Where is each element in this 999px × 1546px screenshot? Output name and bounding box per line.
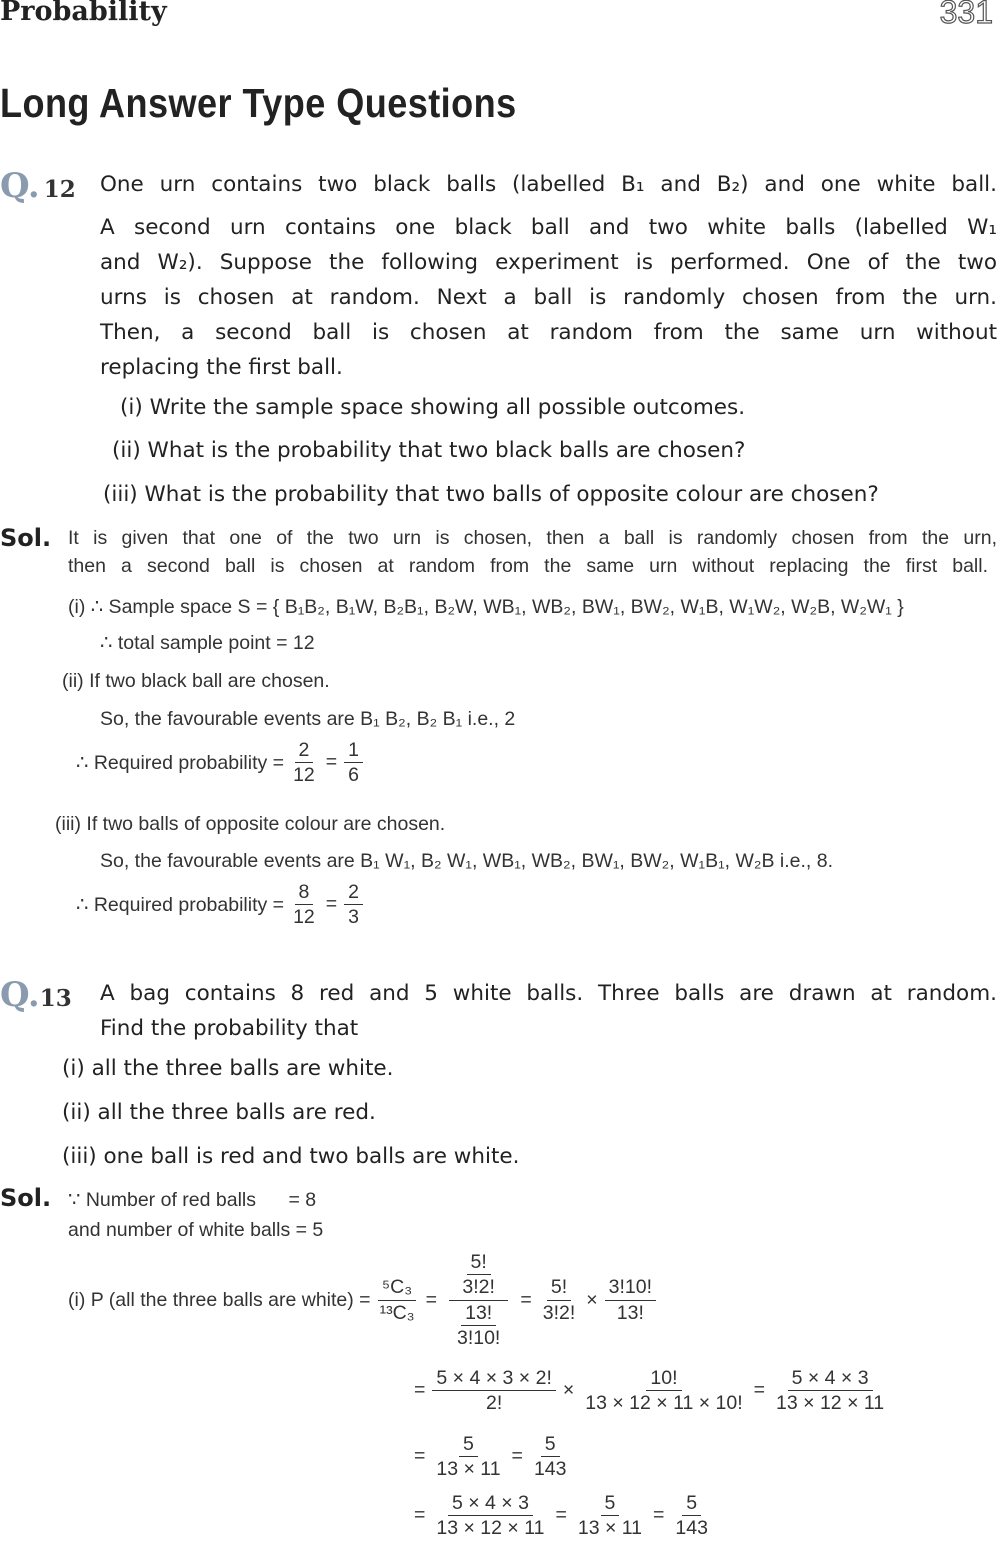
chapter-header: Probability	[0, 0, 167, 27]
fraction	[376, 1275, 419, 1325]
question-mark: Q.	[0, 166, 40, 206]
numerator: 5	[682, 1491, 701, 1516]
question-text: A second urn contains one black ball and two white balls (labelled W₁	[100, 215, 997, 240]
solution-text: then a second ball is chosen at random from the same urn without replacing the first ball.	[68, 555, 988, 577]
equation-label: ∴ Required probability =	[76, 751, 285, 774]
favourable-events: So, the favourable events are B₁ W₁, B₂ W₁, WB₁, WB₂, BW₁, BW₂, W₁B₁, W₂B i.e., 8.	[100, 850, 834, 872]
question-text: and W₂). Suppose the following experiment is performed. One of the two	[100, 250, 997, 275]
question-part: (ii) What is the probability that two black balls are chosen?	[112, 438, 746, 463]
numerator: ⁵C₃	[378, 1275, 416, 1300]
numerator: 5	[459, 1432, 478, 1457]
denominator: 13!	[616, 1301, 644, 1324]
fraction	[432, 1491, 548, 1541]
denominator: 13 × 12 × 11	[776, 1392, 885, 1415]
denominator: 13 × 12 × 11 × 10!	[585, 1392, 743, 1415]
question-mark: Q.	[0, 975, 40, 1015]
fraction	[581, 1366, 746, 1416]
fraction	[453, 1301, 504, 1351]
times: ×	[586, 1288, 598, 1311]
denominator: ¹³C₃	[379, 1301, 415, 1324]
fraction	[772, 1366, 888, 1416]
fraction	[530, 1432, 571, 1482]
denominator: 12	[293, 906, 315, 929]
favourable-events: So, the favourable events are B₁ B₂, B₂ B₁ i.e., 2	[100, 708, 516, 730]
total-sample-points: ∴ total sample point = 12	[100, 632, 315, 654]
denominator: 143	[675, 1517, 708, 1540]
page-number: 331	[939, 0, 993, 30]
numerator: 5 × 4 × 3	[788, 1366, 873, 1391]
question-part: (ii) all the three balls are red.	[62, 1100, 376, 1125]
fraction	[539, 1275, 580, 1325]
denominator: 3!2!	[462, 1276, 495, 1299]
denominator: 3!10!	[456, 1327, 501, 1350]
numerator: 8	[295, 880, 314, 905]
denominator: 13 × 11	[436, 1458, 501, 1481]
question-part: (i) all the three balls are white.	[62, 1056, 394, 1081]
probability-equation	[76, 738, 368, 788]
equals: =	[414, 1504, 426, 1527]
equals: =	[325, 893, 338, 916]
numerator: 3!10!	[605, 1275, 656, 1300]
fraction	[458, 1250, 499, 1300]
question-part: (i) Write the sample space showing all possible outcomes.	[120, 395, 746, 420]
numerator: 5	[601, 1491, 620, 1516]
solution-text: It is given that one of the two urn is chosen, then a ball is randomly chosen from the urn,	[68, 527, 997, 549]
equation-label: (i) P (all the three balls are white) =	[68, 1288, 371, 1311]
equation-label: ∴ Required probability =	[76, 893, 285, 916]
fraction	[344, 880, 363, 930]
fraction	[432, 1366, 555, 1416]
equals: =	[753, 1379, 766, 1402]
numerator: 5	[541, 1432, 560, 1457]
equation-line-2	[412, 1366, 893, 1416]
denominator: 13 × 12 × 11	[436, 1517, 545, 1540]
numerator: 1	[344, 738, 363, 763]
equals: =	[555, 1504, 567, 1527]
denominator: 3!2!	[542, 1301, 576, 1324]
numerator: 2	[344, 880, 363, 905]
numerator	[449, 1250, 508, 1301]
solution-part: (iii) If two balls of opposite colour are chosen.	[55, 813, 446, 835]
denominator: 2!	[485, 1392, 503, 1415]
fraction	[289, 738, 319, 788]
sample-space: (i) ∴ Sample space S = { B₁B₂, B₁W, B₂B₁, B₂W, WB₁, WB₂, BW₁, BW₂, W₁B, W₁W₂, W₂B, W₂W₁ }	[68, 596, 904, 618]
denominator: 6	[348, 764, 360, 787]
question-text: urns is chosen at random. Next a ball is randomly chosen from the urn.	[100, 285, 997, 310]
question-text: One urn contains two black balls (labelled B₁ and B₂) and one white ball.	[100, 172, 997, 197]
question-text: Find the probability that	[100, 1016, 359, 1041]
times: ×	[562, 1379, 575, 1402]
numerator: 5!	[547, 1275, 571, 1300]
numerator: 13!	[461, 1301, 496, 1326]
denominator	[444, 1301, 513, 1351]
fraction	[289, 880, 319, 930]
equals: =	[511, 1445, 523, 1468]
nested-fraction	[444, 1250, 513, 1351]
question-part: (iii) What is the probability that two balls of opposite colour are chosen?	[103, 482, 879, 507]
numerator: 2	[295, 738, 314, 763]
solution-label: Sol.	[0, 1184, 52, 1212]
question-12-label	[0, 166, 76, 206]
question-number: 12	[43, 176, 76, 203]
denominator: 3	[348, 906, 360, 929]
question-number: 13	[39, 985, 72, 1012]
denominator: 13 × 11	[577, 1517, 643, 1540]
denominator: 143	[533, 1458, 567, 1481]
probability-equation	[76, 880, 368, 930]
question-text: Then, a second ball is chosen at random from the same urn without	[100, 320, 997, 345]
equals: =	[414, 1445, 426, 1468]
equals: =	[425, 1288, 437, 1311]
numerator: 5 × 4 × 3 × 2!	[432, 1366, 555, 1391]
numerator: 5!	[467, 1250, 491, 1275]
solution-part: (ii) If two black ball are chosen.	[62, 670, 330, 692]
solution-label: Sol.	[0, 524, 52, 552]
fraction	[432, 1432, 504, 1482]
fraction	[574, 1491, 646, 1541]
equals: =	[325, 751, 338, 774]
denominator: 12	[293, 764, 315, 787]
fraction	[605, 1275, 656, 1325]
numerator: 10!	[646, 1366, 681, 1391]
question-text: A bag contains 8 red and 5 white balls. Three balls are drawn at random.	[100, 981, 997, 1006]
equation-line-1	[68, 1250, 661, 1351]
question-part: (iii) one ball is red and two balls are white.	[62, 1144, 520, 1169]
fraction	[671, 1491, 712, 1541]
numerator: 5 × 4 × 3	[448, 1491, 533, 1516]
equals: =	[520, 1288, 532, 1311]
question-text: replacing the first ball.	[100, 355, 343, 380]
question-13-label	[0, 975, 72, 1015]
equation-line-4	[412, 1491, 717, 1541]
red-balls-count: ∵ Number of red balls = 8	[68, 1189, 317, 1211]
equals: =	[653, 1504, 665, 1527]
white-balls-count: and number of white balls = 5	[68, 1219, 324, 1241]
fraction	[344, 738, 363, 788]
equals: =	[414, 1379, 426, 1402]
section-title: Long Answer Type Questions	[0, 80, 517, 126]
equation-line-3	[412, 1432, 575, 1482]
